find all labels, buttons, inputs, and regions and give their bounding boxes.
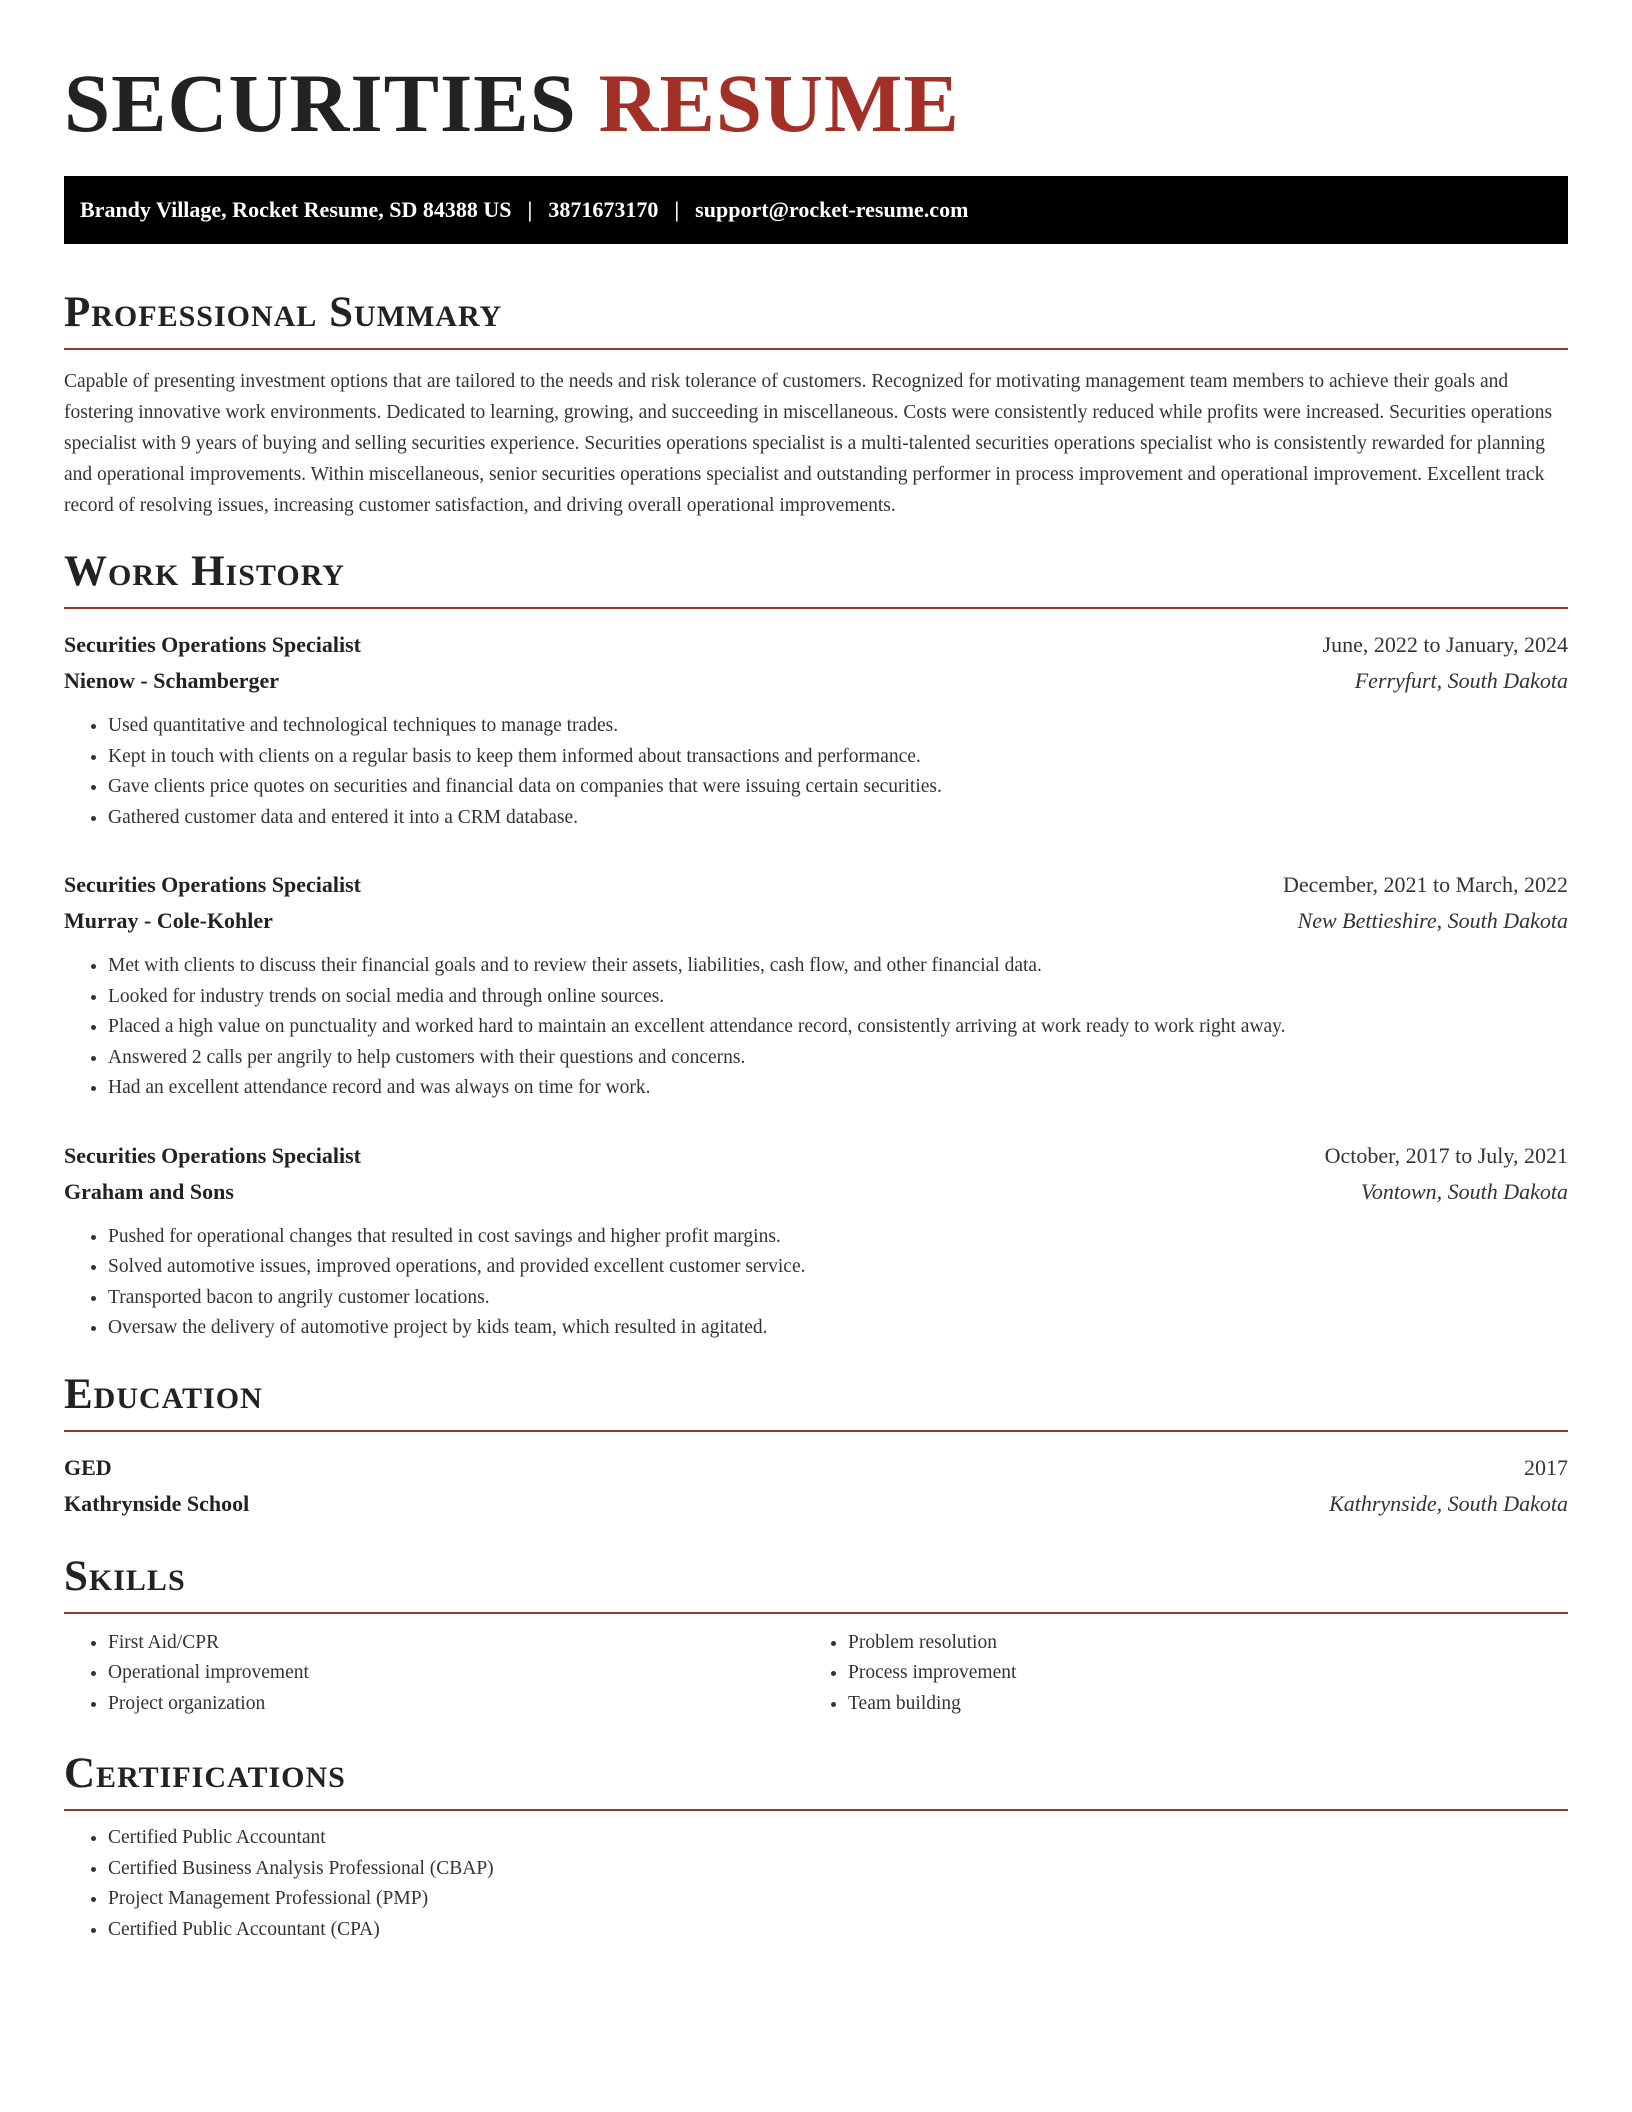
list-item: • Gave clients price quotes on securities and financial data on companies that were issuing certain securities. [108, 772, 1568, 803]
list-item: • Transported bacon to angrily customer locations. [108, 1283, 1568, 1314]
list-item: • Kept in touch with clients on a regular basis to keep them informed about transactions and performance. [108, 742, 1568, 773]
resume-title [64, 0, 1568, 148]
list-item: • Certified Public Accountant (CPA) [108, 1915, 1568, 1946]
title-part-2: RESUME [598, 57, 960, 149]
skills-columns [64, 1628, 1568, 1720]
list-item: • Process improvement [848, 1658, 1544, 1689]
section-divider [64, 348, 1568, 350]
job-entry [64, 1138, 1568, 1344]
list-item: • First Aid/CPR [108, 1628, 804, 1659]
work-history-section [64, 547, 1568, 1344]
education-school: Kathrynside School [64, 1490, 250, 1516]
contact-address: Brandy Village, Rocket Resume, SD 84388 US [80, 197, 512, 222]
list-item: • Oversaw the delivery of automotive project by kids team, which resulted in agitated. [108, 1313, 1568, 1344]
job-bullets [64, 951, 1568, 1104]
education-heading: Education [64, 1370, 263, 1418]
list-item: • Operational improvement [108, 1658, 804, 1689]
list-item: • Met with clients to discuss their financial goals and to review their assets, liabilities, cash flow, and other financial data. [108, 951, 1568, 982]
list-item: • Project Management Professional (PMP) [108, 1884, 1568, 1915]
skills-heading: Skills [64, 1552, 186, 1600]
job-title: Securities Operations Specialist [64, 632, 361, 657]
job-title: Securities Operations Specialist [64, 1142, 361, 1168]
resume-page [64, 0, 1568, 1945]
list-item: • Solved automotive issues, improved operations, and provided excellent customer service. [108, 1252, 1568, 1283]
job-title: Securities Operations Specialist [64, 872, 361, 897]
list-item: • Certified Business Analysis Professional (CBAP) [108, 1854, 1568, 1885]
section-divider [64, 607, 1568, 609]
job-location: Vontown, South Dakota [1360, 1178, 1568, 1204]
job-company: Murray - Cole-Kohler [64, 908, 273, 933]
job-entry [64, 867, 1568, 1104]
summary-text: Capable of presenting investment options that are tailored to the needs and risk tolerance of customers. Recognized for motivating management team members to achieve their goals and fostering innovative work environments. Dedicated to learning, growing, and succeeding in miscellaneous. Costs were consistently reduced while profits were increased. Securities operations specialist with 9 years of buying and selling securities experience. Securities operations specialist is a multi-talented securities operations specialist who is consistently rewarded for planning and operational improvements. Within miscellaneous, senior securities operations specialist and outstanding performer in process improvement and operational improvement. Excellent track record of resolving issues, increasing customer satisfaction, and driving overall operational improvements. [64, 371, 1553, 516]
summary-heading: Professional Summary [64, 289, 503, 336]
job-location: Ferryfurt, South Dakota [1354, 668, 1568, 693]
section-divider [64, 1430, 1568, 1432]
list-item: • Gathered customer data and entered it into a CRM database. [108, 803, 1568, 834]
contact-separator: | [527, 197, 533, 222]
job-dates: October, 2017 to July, 2021 [1324, 1142, 1568, 1168]
job-entry [64, 627, 1568, 833]
list-item: • Pushed for operational changes that resulted in cost savings and higher profit margins. [108, 1222, 1568, 1253]
job-company: Nienow - Schamberger [64, 668, 280, 693]
skills-list-right [804, 1628, 1544, 1720]
job-dates: June, 2022 to January, 2024 [1322, 632, 1568, 657]
certifications-list [64, 1823, 1568, 1945]
contact-separator: | [674, 197, 680, 222]
list-item: • Problem resolution [848, 1628, 1544, 1659]
job-dates: December, 2021 to March, 2022 [1282, 872, 1568, 897]
summary-section [64, 288, 1568, 521]
education-entry [64, 1450, 1568, 1522]
education-section [64, 1370, 1568, 1522]
list-item: • Used quantitative and technological techniques to manage trades. [108, 711, 1568, 742]
contact-email: support@rocket-resume.com [695, 197, 969, 222]
certifications-section [64, 1749, 1568, 1945]
contact-bar [64, 176, 1568, 244]
certifications-heading: Certifications [64, 1750, 346, 1797]
education-degree: GED [64, 1454, 112, 1480]
job-bullets [64, 711, 1568, 833]
section-divider [64, 1809, 1568, 1811]
list-item: • Answered 2 calls per angrily to help customers with their questions and concerns. [108, 1043, 1568, 1074]
job-company: Graham and Sons [64, 1178, 234, 1204]
education-year: 2017 [1524, 1454, 1568, 1480]
list-item: • Looked for industry trends on social media and through online sources. [108, 982, 1568, 1013]
section-divider [64, 1612, 1568, 1614]
job-location: New Bettieshire, South Dakota [1297, 908, 1568, 933]
list-item: • Certified Public Accountant [108, 1823, 1568, 1854]
education-location: Kathrynside, South Dakota [1329, 1490, 1568, 1516]
list-item: • Team building [848, 1689, 1544, 1720]
title-part-1: SECURITIES [64, 57, 577, 149]
list-item: • Project organization [108, 1689, 804, 1720]
job-bullets [64, 1222, 1568, 1344]
list-item: • Had an excellent attendance record and was always on time for work. [108, 1073, 1568, 1104]
list-item: • Placed a high value on punctuality and worked hard to maintain an excellent attendance record, consistently arriving at work ready to work right away. [108, 1012, 1568, 1043]
skills-section [64, 1552, 1568, 1720]
work-history-heading: Work History [64, 548, 345, 595]
skills-list-left [64, 1628, 804, 1720]
contact-phone: 3871673170 [548, 197, 659, 222]
